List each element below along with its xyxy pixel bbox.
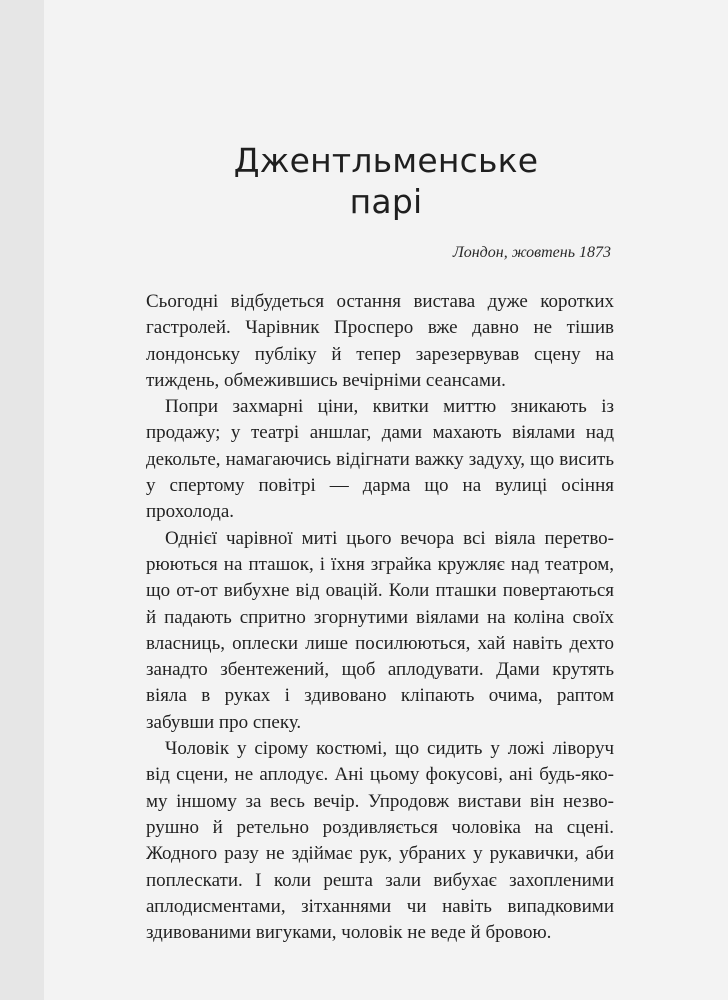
paragraph-1: Сьогодні відбудеться остання вистава дуже коротких гастролей. Чарівник Просперо вже давно не тішив лондонську публіку й тепер зарезервував сцену на тиждень, обмежившись вечірніми сеансами. [146, 291, 614, 391]
paragraph-2: Попри захмарні ціни, квитки миттю зникають із продажу; у театрі аншлаг, дами махають віялами над декольте, намагаючись відігнати важку задуху, що висить у спертому повітрі — дарма що на вулиці осіння прохолода. [146, 396, 614, 523]
epigraph-place-date: Лондон, жовтень 1873 [452, 244, 611, 261]
paragraph-3: Однієї чарівної миті цього вечора всі віяла перетворюються на пташок, і їхня зграйка кружляє над театром, що от-от вибухне від овацій. Коли пташки повертаються й падають спритно згорнутими віялами на коліна своїх власниць, оплески лише посилюються, хай навіть дехто занадто збентежений, щоб аплодувати. Дами крутять віяла в руках і здивовано кліпають очима, раптом забувши про спеку. [146, 527, 614, 733]
chapter-title-line-2: парі [349, 182, 423, 221]
chapter-title [44, 140, 728, 222]
chapter-body [146, 289, 614, 946]
book-page [44, 0, 728, 1000]
paragraph-4: Чоловік у сірому костюмі, що сидить у ложі ліворуч від сцени, не аплодує. Ані цьому фокусові, ані будь-якому іншому за весь вечір. Упродовж вистави він незворушно й ретельно роздивляється чоловіка на сцені. Жодного разу не здіймає рук, убраних у рукавички, аби поплескати. І коли решта зали вибухає захопленими аплодисментами, зітханнями чи навіть випадковими здивованими вигуками, чоловік не веде й бровою. [146, 738, 614, 944]
chapter-title-line-1: Джентльменське [233, 141, 539, 180]
